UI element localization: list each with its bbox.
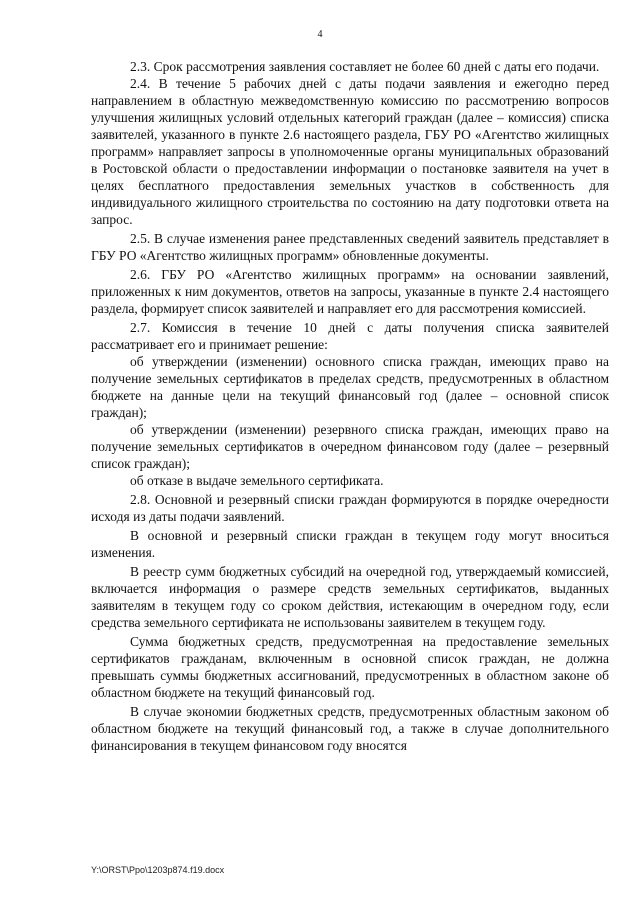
paragraph-2-6: 2.6. ГБУ РО «Агентство жилищных программ» на основании заявлений, приложенных к ним документов, ответов на запросы, указанные в пункте 2.4 настоящего раздела, формирует список заявителей и направляет его для рассмотрения комиссией. xyxy=(91,267,609,316)
paragraph-2-7: 2.7. Комиссия в течение 10 дней с даты получения списка заявителей рассматривает его и принимает решение: xyxy=(91,320,609,352)
decision-refusal: об отказе в выдаче земельного сертификата. xyxy=(130,473,384,488)
paragraph-budget-savings: В случае экономии бюджетных средств, предусмотренных областным законом об областном бюджете на текущий финансовый год, а также в случае дополнительного финансирования в текущем финансовом году вносятся xyxy=(91,704,609,753)
decision-main-list: об утверждении (изменении) основного списка граждан, имеющих право на получение земельных сертификатов в пределах средств, предусмотренных в областном бюджете на данные цели на текущий финансовый год (далее – основной список граждан); xyxy=(91,354,609,420)
paragraph-subsidy-registry: В реестр сумм бюджетных субсидий на очередной год, утверждаемый комиссией, включается информация о размере средств земельных сертификатов, выданных заявителям в текущем году со сроком действия, истекающим в очередном году, если средства земельного сертификата не использованы заявителем в текущем году. xyxy=(91,564,609,630)
page-number: 4 xyxy=(317,29,323,40)
file-path-footer: Y:\ORST\Ppo\1203p874.f19.docx xyxy=(91,865,225,875)
paragraph-budget-sum: Сумма бюджетных средств, предусмотренная на предоставление земельных сертификатов гражданам, включенным в основной список граждан, не должна превышать суммы бюджетных ассигнований, предусмотренных в областном законе об областном бюджете на текущий финансовый год. xyxy=(91,634,609,700)
document-body xyxy=(91,58,609,754)
paragraph-2-4: 2.4. В течение 5 рабочих дней с даты подачи заявления и ежегодно перед направлением в областную межведомственную комиссию по рассмотрению вопросов улучшения жилищных условий отдельных категорий граждан (далее – комиссия) списка заявителей, указанного в пункте 2.6 настоящего раздела, ГБУ РО «Агентство жилищных программ» направляет запросы в уполномоченные органы муниципальных образований в Ростовской области о предоставлении информации о постановке заявителя на учет в целях бесплатного предоставления земельных участков в собственность для индивидуального жилищного строительства по состоянию на дату подготовки ответа на запрос. xyxy=(91,76,609,227)
paragraph-2-5: 2.5. В случае изменения ранее представленных сведений заявитель представляет в ГБУ РО «Агентство жилищных программ» обновленные документы. xyxy=(91,231,609,263)
paragraph-2-3: 2.3. Срок рассмотрения заявления составляет не более 60 дней с даты его подачи. xyxy=(130,59,600,74)
decision-reserve-list: об утверждении (изменении) резервного списка граждан, имеющих право на получение земельных сертификатов в очередном финансовом году (далее – резервный список граждан); xyxy=(91,422,609,471)
paragraph-list-changes: В основной и резервный списки граждан в текущем году могут вноситься изменения. xyxy=(91,528,609,560)
paragraph-2-8: 2.8. Основной и резервный списки граждан формируются в порядке очередности исходя из даты подачи заявлений. xyxy=(91,492,609,524)
